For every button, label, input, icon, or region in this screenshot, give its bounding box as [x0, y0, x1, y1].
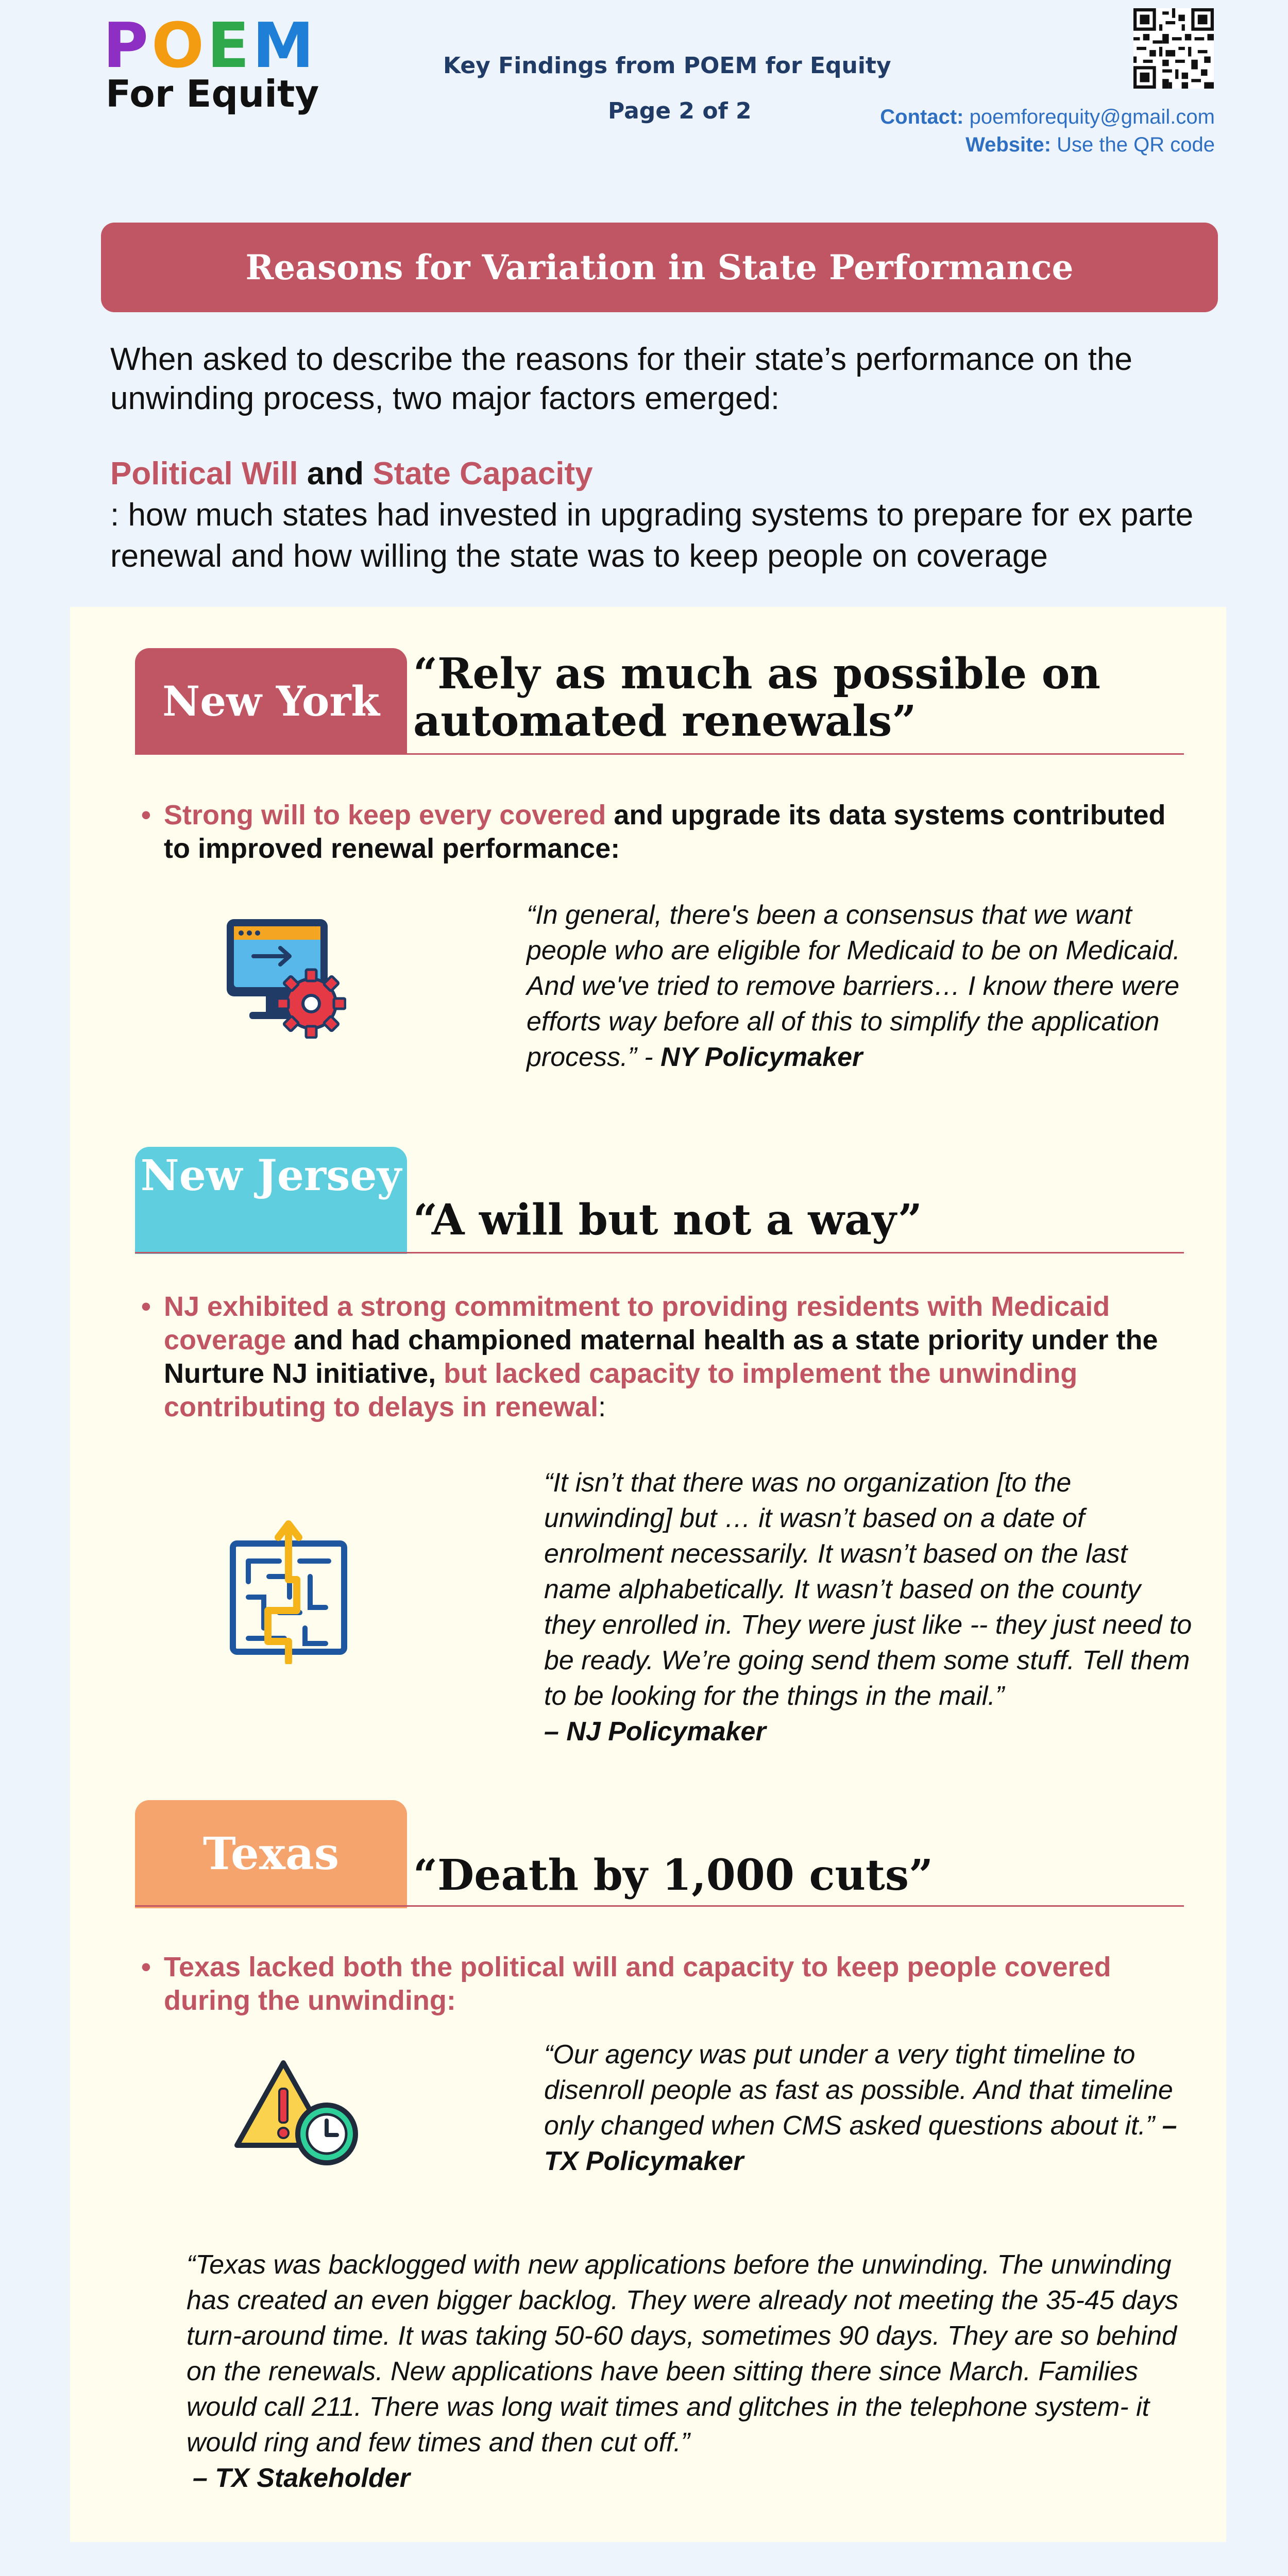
- new-jersey-bullet-end: :: [598, 1392, 606, 1422]
- texas-stakeholder-attribution: – TX Stakeholder: [193, 2463, 410, 2493]
- new-jersey-divider: [135, 1252, 1184, 1253]
- state-tab-new-jersey: New Jersey: [135, 1147, 407, 1254]
- bullet-dot: •: [141, 1291, 151, 1322]
- qr-code-icon[interactable]: [1133, 8, 1214, 89]
- new-york-divider: [135, 753, 1184, 755]
- texas-quote-attribution: – TX Policymaker: [544, 2111, 1177, 2176]
- factors-paragraph: [110, 453, 1244, 577]
- logo-letter-p: P: [103, 10, 151, 82]
- texas-divider: [135, 1905, 1184, 1907]
- factor-political-will: Political Will: [110, 456, 298, 492]
- contact-email[interactable]: poemforequity@gmail.com: [969, 106, 1215, 128]
- texas-bullet-highlight: Texas lacked both the political will and capacity to keep people covered during the unwinding:: [164, 1952, 1111, 2016]
- poem-logo: [103, 10, 317, 82]
- bullet-dot: •: [141, 800, 151, 831]
- new-jersey-quote: [544, 1465, 1198, 1750]
- texas-stakeholder-quote-text: “Texas was backlogged with new applications before the unwinding. The unwinding has created an even bigger backlog. They were already not meeting the 35-45 days turn-around time. It was taking 50-60 days, sometimes 90 days. They are so behind on the renewals. New applications have been sitting there since March. Families would call 211. There was long wait times and glitches in the telephone system- it would ring and few times and then cut off.”: [187, 2250, 1179, 2458]
- new-york-heading: “Rely as much as possible on automated renewals”: [413, 649, 1101, 746]
- factor-state-capacity: State Capacity: [372, 456, 593, 492]
- texas-bullet: [138, 1951, 1179, 2018]
- texas-heading: “Death by 1,000 cuts”: [413, 1851, 934, 1900]
- new-jersey-bullet-highlight: NJ exhibited a strong commitment to providing residents with Medicaid coverage: [164, 1291, 1110, 1355]
- new-york-quote-text: “In general, there's been a consensus that we want people who are eligible for Medicaid to be on Medicaid. And we've tried to remove barriers… I know there were efforts way before all of this to simplify the application process.” -: [527, 900, 1180, 1072]
- new-jersey-quote-attribution: – NJ Policymaker: [544, 1717, 766, 1747]
- warning-clock-icon: [232, 2057, 361, 2170]
- texas-quote-text: “Our agency was put under a very tight timeline to disenroll people as fast as possible. And that timeline only changed when CMS asked questions about it.”: [544, 2040, 1173, 2141]
- contact-label: Contact:: [880, 106, 964, 128]
- new-york-bullet-highlight: Strong will to keep every covered: [164, 800, 606, 831]
- bullet-dot: •: [141, 1952, 151, 1982]
- new-jersey-bullet-text: and had championed maternal health as a state priority under the Nurture NJ initiative,: [164, 1325, 1158, 1389]
- logo-subtitle: For Equity: [106, 72, 319, 115]
- website-value: Use the QR code: [1057, 133, 1215, 156]
- contact-line: [880, 103, 1215, 131]
- factor-joiner: and: [307, 456, 364, 492]
- texas-quote: [544, 2037, 1193, 2179]
- intro-text: When asked to describe the reasons for their state’s performance on the unwinding process, two major factors emerged:: [110, 342, 1132, 416]
- contact-info: [880, 103, 1215, 159]
- new-york-quote-attribution: NY Policymaker: [660, 1042, 863, 1072]
- factor-definition: : how much states had invested in upgrading systems to prepare for ex parte renewal and how willing the state was to keep people on coverage: [110, 497, 1194, 574]
- logo-letter-o: O: [151, 10, 207, 82]
- maze-icon: [223, 1520, 354, 1664]
- new-york-bullet: [138, 799, 1179, 866]
- header-title: Key Findings from POEM for Equity: [443, 53, 891, 79]
- texas-stakeholder-quote: [187, 2247, 1186, 2496]
- new-york-quote: [527, 897, 1191, 1075]
- page-number: Page 2 of 2: [608, 98, 752, 124]
- state-tab-texas: Texas: [135, 1800, 407, 1908]
- website-line: [880, 131, 1215, 159]
- website-label: Website:: [965, 133, 1052, 156]
- logo-letter-m: M: [252, 10, 317, 82]
- new-jersey-heading: “A will but not a way”: [413, 1195, 922, 1245]
- computer-gear-icon: [223, 915, 346, 1039]
- new-jersey-quote-text: “It isn’t that there was no organization [to the unwinding] but … it wasn’t based on a date of enrolment necessarily. It wasn’t based on the last name alphabetically. It wasn’t based on the county they enrolled in. They were just like -- they just need to be ready. We’re going send them some stuff. Tell them to be looking for the things in the mail.”: [544, 1468, 1192, 1711]
- new-york-bullet-text: and upgrade its data systems contributed to improved renewal performance:: [164, 800, 1166, 864]
- new-jersey-bullet: [138, 1290, 1179, 1424]
- logo-letter-e: E: [207, 10, 252, 82]
- new-jersey-bullet-highlight-2: but lacked capacity to implement the unwinding contributing to delays in renewal: [164, 1358, 1078, 1422]
- banner-title: Reasons for Variation in State Performance: [245, 247, 1074, 287]
- state-tab-new-york: New York: [135, 648, 407, 754]
